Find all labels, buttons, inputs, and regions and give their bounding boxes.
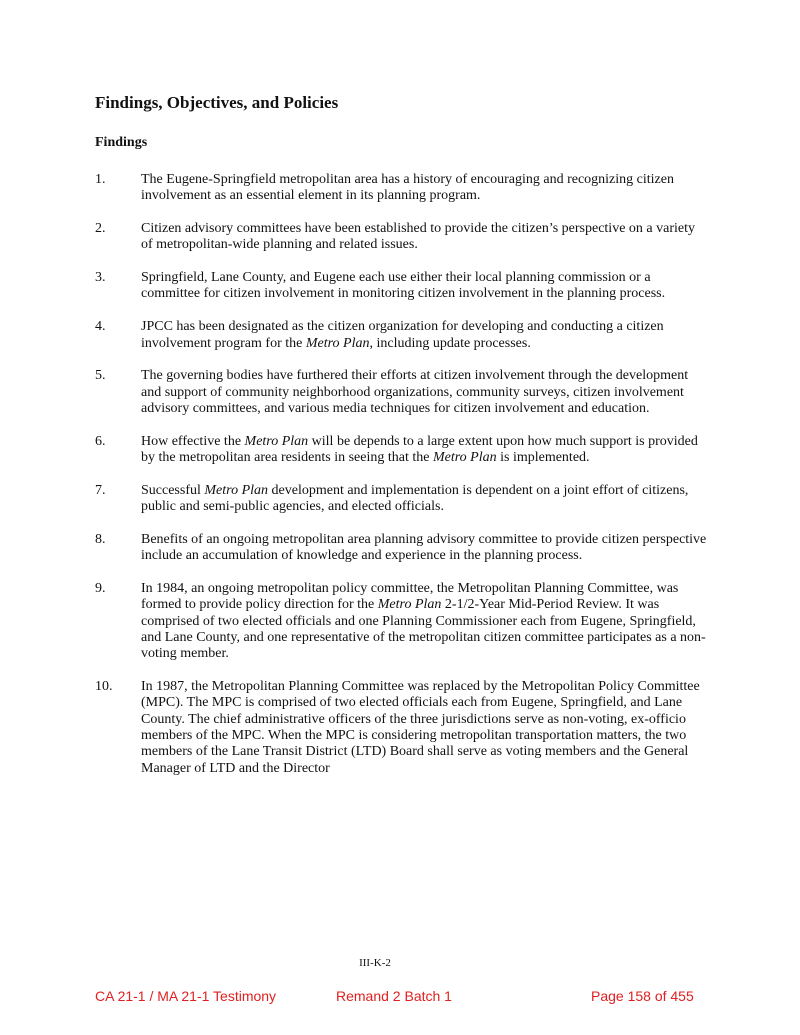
metro-plan-title: Metro Plan <box>305 335 370 351</box>
finding-text-run: How effective the <box>141 433 245 449</box>
finding-text-run: Benefits of an ongoing metropolitan area planning advisory committee to provide citizen perspective include an accumulation of knowledge and experience in the planning process. <box>141 531 707 564</box>
finding-number: 8. <box>95 531 106 547</box>
footer-page-count: Page 158 of 455 <box>591 988 694 1004</box>
finding-text <box>141 434 698 465</box>
finding-text-run: development and implementation is dependent on a joint effort of citizens, public and semi-public agencies, and elected officials. <box>141 482 689 515</box>
metro-plan-title: Metro Plan <box>244 433 309 449</box>
finding-text <box>141 532 706 563</box>
finding-item <box>95 483 707 516</box>
finding-text <box>141 483 688 514</box>
finding-number: 10. <box>95 679 113 695</box>
finding-text <box>141 581 706 661</box>
metro-plan-title: Metro Plan <box>377 597 442 613</box>
finding-text-run: Successful <box>141 482 205 498</box>
finding-number: 7. <box>95 482 106 498</box>
footer-batch-label: Remand 2 Batch 1 <box>336 988 452 1004</box>
metro-plan-title: Metro Plan <box>204 482 269 498</box>
finding-item <box>95 270 707 303</box>
finding-item <box>95 434 707 467</box>
footer-testimony-label: CA 21-1 / MA 21-1 Testimony <box>95 988 277 1004</box>
finding-item <box>95 679 707 777</box>
page-number: III-K-2 <box>359 957 391 969</box>
finding-text-run: The governing bodies have furthered their efforts at citizen involvement through the development and support of community neighborhood organizations, community surveys, citizen involvement advisory committees, and various media techniques for citizen involvement and education. <box>141 368 689 416</box>
finding-text <box>141 221 695 252</box>
finding-number: 9. <box>95 581 106 597</box>
finding-text <box>141 679 700 775</box>
finding-text-run: 2-1/2-Year Mid-Period Review. It was comprised of two elected officials and one Planning Commissioner each from Eugene, Springfield, and Lane County, and one representative of the metropolitan citizen committee participates as a non-voting member. <box>141 597 706 662</box>
finding-text <box>141 368 688 416</box>
finding-text-run: , including update processes. <box>369 335 531 351</box>
finding-text-run: The Eugene-Springfield metropolitan area has a history of encouraging and recognizing citizen involvement as an essential element in its planning program. <box>141 172 674 204</box>
finding-text-run: Citizen advisory committees have been established to provide the citizen’s perspective on a variety of metropolitan-wide planning and related issues. <box>141 221 695 253</box>
finding-text <box>141 319 664 350</box>
finding-item <box>95 581 707 662</box>
finding-item <box>95 368 707 417</box>
finding-number: 1. <box>95 172 106 187</box>
finding-text-run: In 1984, an ongoing metropolitan policy committee, the Metropolitan Planning Committee, was formed to provide policy direction for the <box>141 581 679 613</box>
finding-text <box>141 270 665 301</box>
finding-item <box>95 532 707 565</box>
page-heading: Findings, Objectives, and Policies <box>95 93 339 112</box>
findings-list <box>95 172 707 793</box>
finding-number: 4. <box>95 319 106 335</box>
finding-text-run: will be depends to a large extent upon how much support is provided by the metropolitan area residents in seeing that the <box>141 433 698 466</box>
finding-item <box>95 319 707 352</box>
finding-number: 6. <box>95 433 106 449</box>
finding-number: 3. <box>95 270 106 286</box>
finding-text-run: JPCC has been designated as the citizen organization for developing and conducting a citizen involvement program for the <box>141 319 664 351</box>
finding-text <box>141 172 674 203</box>
finding-item <box>95 221 707 254</box>
finding-item <box>95 172 707 205</box>
section-subheading: Findings <box>95 135 148 150</box>
finding-text-run: In 1987, the Metropolitan Planning Committee was replaced by the Metropolitan Policy Committee (MPC). The MPC is comprised of two elected officials each from Eugene, Springfield, and Lane County. The chief administrative officers of the three jurisdictions serve as non-voting, ex-officio members of the MPC. When the MPC is considering metropolitan transportation matters, the two members of the Lane Transit District (LTD) Board shall serve as voting members and the General Manager of LTD and the Director <box>141 679 700 776</box>
finding-text-run: is implemented. <box>496 450 590 466</box>
metro-plan-title: Metro Plan <box>432 450 497 466</box>
finding-number: 5. <box>95 368 106 384</box>
finding-number: 2. <box>95 221 106 237</box>
finding-text-run: Springfield, Lane County, and Eugene each use either their local planning commission or a committee for citizen involvement in monitoring citizen involvement in the planning process. <box>141 270 666 302</box>
